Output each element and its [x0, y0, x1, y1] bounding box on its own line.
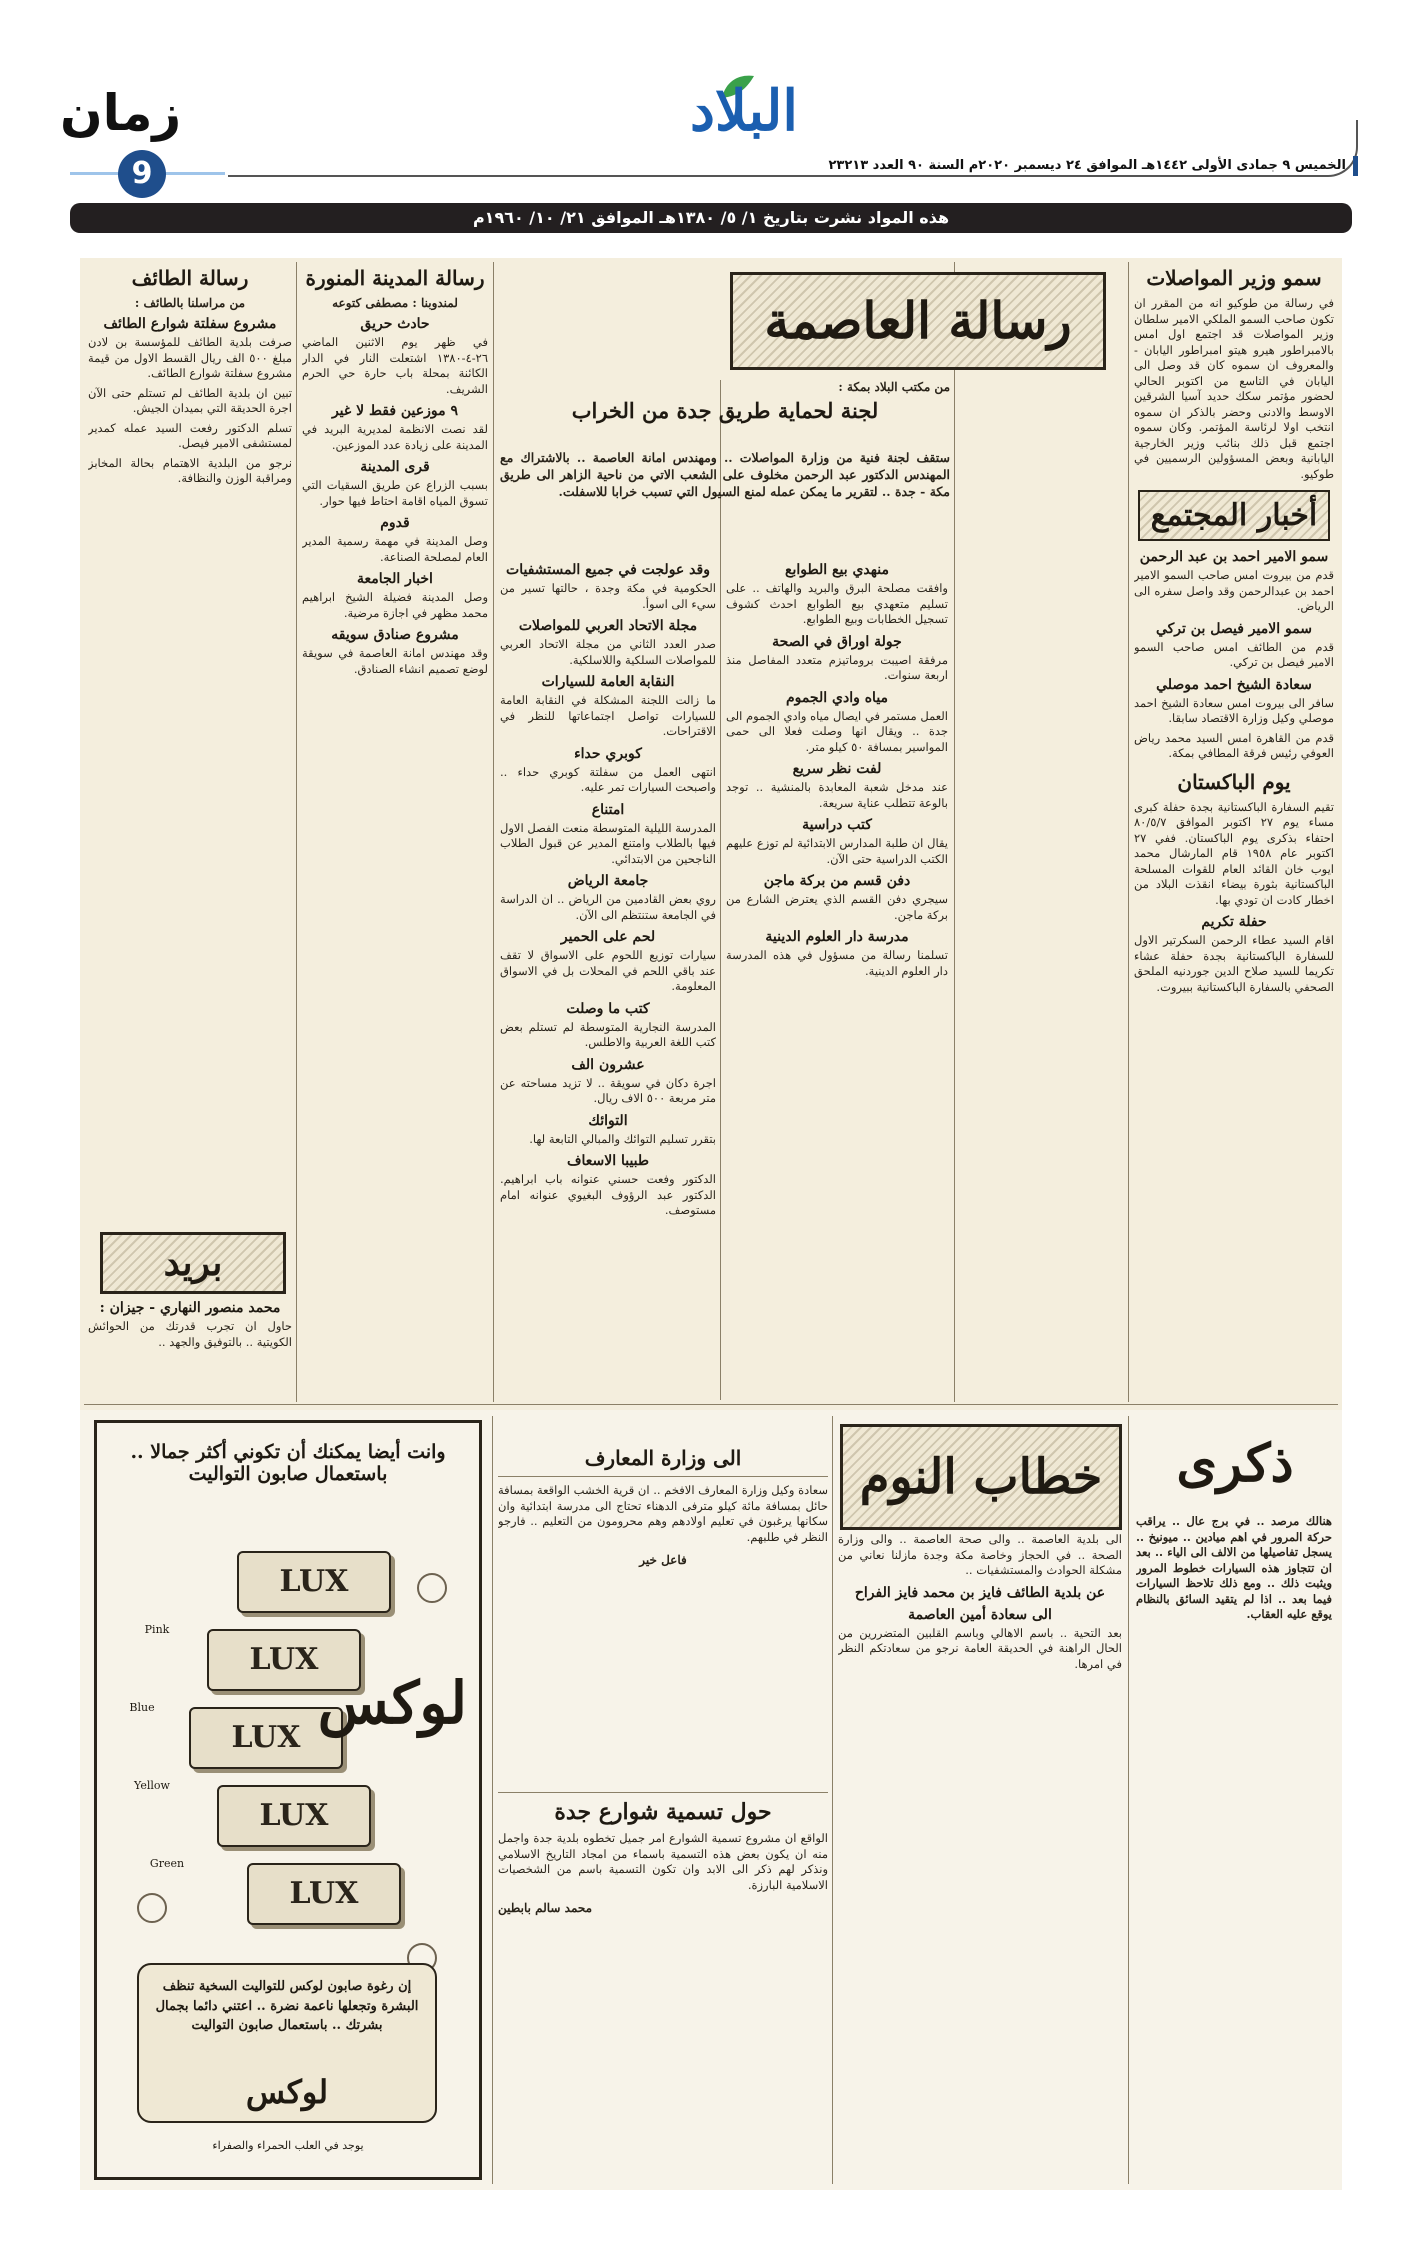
item-text: عند مدخل شعبة المعابدة بالمنشية .. توجد بالوعة تتطلب عناية سريعة. — [726, 780, 948, 810]
item-text: الدكتور وفعت حسني عنوانه باب ابراهيم. الدكتور عبد الرؤوف البغيوي عنوانه امام مستوصف. — [500, 1172, 716, 1218]
capital-letter-source: من مكتب البلاد بمكة : — [838, 380, 950, 394]
society-name-3: سعادة الشيخ احمد موصلي — [1156, 676, 1312, 693]
column-divider — [296, 262, 297, 1402]
column-divider — [832, 1416, 833, 2184]
lux-soap-variant: Pink — [144, 1623, 170, 1636]
item-title: امتناع — [591, 801, 625, 818]
page-number: 9 — [118, 150, 166, 198]
item-title: مجلة الاتحاد العربي للمواصلات — [518, 618, 698, 635]
column-jeddah-streets — [498, 1792, 828, 2182]
lux-soap-bar: LUX — [189, 1707, 343, 1769]
society-text-1: قدم من بيروت امس صاحب السمو الامير احمد بن عبدالرحمن وقد واصل سفره الى الرياض. — [1134, 568, 1334, 614]
mail-column — [88, 1294, 292, 1398]
item-title: مياه وادي الجموم — [785, 689, 889, 706]
capital-letter-column-a — [726, 556, 948, 1398]
item-text: ما زالت اللجنة المشكلة في النقابة العامة للسيارات تواصل اجتماعاتها للنظر في الاقتراحات. — [500, 693, 716, 739]
item-title: مشروع سفلتة شوارع الطائف — [103, 316, 277, 332]
item-title: مشروع صنادق سويقه — [331, 627, 459, 644]
item-title: ٩ موزعين فقط لا غير — [331, 403, 459, 420]
column-right — [1134, 266, 1334, 1400]
flower-decoration-icon — [417, 1573, 447, 1603]
item-title: حادث حريق — [360, 316, 430, 332]
column-madina — [302, 266, 488, 1400]
pakistan-body: تقيم السفارة الباكستانية بجدة حفلة كبرى مساء يوم ٢٧ اكتوبر الموافق ٨٠/٥/٧ احتفاء بذكرى يوم الباكستان. ففي ٢٧ اكتوبر عام ١٩٥٨ قام المارشال محمد ايوب خان القائد العام للقوات المسلحة الباكستانية بثورة بيضاء انقذت البلاد من اخطار كادت ان تودي بها. — [1134, 799, 1334, 907]
item-title: اخبار الجامعة — [357, 571, 433, 588]
item-title: كوبري حداء — [574, 745, 642, 762]
capital-letter-lede — [500, 450, 950, 550]
item-text: وصل المدينة فضيلة الشيخ ابراهيم محمد مظهر في اجازة مرضية. — [302, 590, 488, 620]
society-name-1: سمو الامير احمد بن عبد الرحمن — [1139, 549, 1329, 566]
streets-headline: حول تسمية شوارع جدة — [498, 1792, 828, 1825]
item-text: لقد نصت الانظمة لمديرية البريد في المدينة على زيادة عدد الموزعين. — [302, 422, 488, 452]
item-text: المدرسة النجارية المتوسطة لم تستلم بعض كتب اللغة العربية والاطلس. — [500, 1019, 716, 1050]
column-divider — [1128, 1416, 1129, 2184]
item-text: وافقت مصلحة البرق والبريد والهاتف .. على تسليم متعهدي بيع الطوابع احدث كشوف تسجيل الخطابات وبيع الطوابع. — [726, 581, 948, 627]
item-title: كتب ما وصلت — [566, 1000, 650, 1017]
issue-info: الخميس ٩ جمادى الأولى ١٤٤٢هـ الموافق ٢٤ ديسمبر ٢٠٢٠م السنة ٩٠ العدد ٢٣٢١٣ — [828, 158, 1346, 173]
education-headline: الى وزارة المعارف — [498, 1446, 828, 1477]
column-taif — [88, 266, 292, 1226]
item-title: قرى المدينة — [360, 459, 430, 476]
column-divider — [954, 262, 955, 1402]
column-memory — [1136, 1514, 1332, 2182]
society-banner: أخبار المجتمع — [1138, 490, 1330, 541]
honor-headline: حفلة تكريم — [1201, 914, 1267, 931]
capital-letter-banner: رسالة العاصمة — [730, 272, 1106, 370]
lux-soap-advertisement — [94, 1420, 482, 2180]
mail-recipient: محمد منصور النهاري - جيزان : — [99, 1300, 281, 1316]
capital-letter-column-b — [500, 556, 716, 1398]
capital-letter-header — [500, 380, 950, 426]
society-name-2: سمو الامير فيصل بن تركي — [1155, 620, 1313, 637]
item-text: بسبب الزراع عن طريق السقيات التي تسوق المياه اقامة احتاط فيها حوار. — [302, 478, 488, 508]
memory-headline: ذكرى — [1176, 1433, 1294, 1494]
sleep-sub-body: بعد التحية .. باسم الاهالي وباسم القلبين المتضررين من الحال الراهنة في الحديقة العامة نرجو من سعادتكم النظر في امرها. — [838, 1625, 1122, 1671]
madina-byline: لمندوبنا : مصطفى كتوعه — [332, 296, 458, 310]
column-divider — [493, 262, 494, 1402]
item-title: جامعة الرياض — [567, 873, 649, 890]
flower-decoration-icon — [137, 1893, 167, 1923]
column-divider — [492, 1416, 493, 2184]
item-title: لفت نظر سريع — [792, 761, 882, 778]
item-text: روي بعض القادمين من الرياض .. ان الدراسة في الجامعة ستنتظم الى الآن. — [500, 892, 716, 922]
lux-tagline: إن رغوة صابون لوكس للتواليت السخية تنظف البشرة وتجعلها ناعمة نضرة .. اعتني دائما بجمال بشرتك .. باستعمال صابون التواليت — [155, 1979, 419, 2033]
item-text: يقال ان طلبة المدارس الابتدائية لم توزع عليهم الكتب الدراسية حتى الآن. — [726, 836, 948, 866]
sleep-speech-body: الى بلدية العاصمة .. والى صحة العاصمة .. والى وزارة الصحة .. في الحجاز وخاصة مكة وجدة مازلنا نعاني من مشكلة الحوادث والمستشفيات .. — [838, 1532, 1122, 1578]
issue-info-marker — [1353, 156, 1358, 176]
item-title: منهدي بيع الطوابع — [785, 562, 889, 578]
newspaper-logo: البلاد — [690, 78, 798, 144]
column-divider — [1128, 262, 1129, 1402]
item-title: لحم على الحمير — [560, 929, 656, 946]
item-text: بتقرر تسليم التوائك والمبالي التابعة لها. — [529, 1131, 716, 1146]
society-text-3: سافر الى بيروت امس سعادة الشيخ احمد موصلي وكيل وزارة الاقتصاد سابقا. — [1134, 695, 1334, 726]
honor-body: اقام السيد عطاء الرحمن السكرتير الاول للسفارة الباكستانية بجدة حفلة عشاء تكريما للسيد صلاح الدين جوردنيه الملحق الصحفي بالسفارة الباكستانية ببيروت. — [1134, 933, 1334, 994]
mail-text: حاول ان تجرب قدرتك من الحوائش الكويتية .. بالتوفيق والجهد .. — [88, 1319, 292, 1349]
publication-date-bar: هذه المواد نشرت بتاريخ ١/ ٥/ ١٣٨٠هـ الموافق ٢١/ ١٠/ ١٩٦٠م — [70, 203, 1352, 233]
item-text: في ظهر يوم الاثنين الماضي ٢٦-٤-١٣٨٠ اشتعلت النار في الدار الكائنة بمحلة باب حارة حي الحرم الشريف. — [302, 335, 488, 396]
society-text-2: قدم من الطائف امس صاحب السمو الامير فيصل بن تركي. — [1134, 639, 1334, 670]
item-text: تبين ان بلدية الطائف لم تستلم حتى الآن اجرة الحديقة التي بميدان الجيش. — [88, 385, 292, 416]
lux-arabic-brand-small: لوكس — [245, 2073, 329, 2111]
item-text: تسلم الدكتور رفعت السيد عمله كمدير لمستشفى الامير فيصل. — [88, 420, 292, 451]
sleep-sub-title: عن بلدية الطائف فايز بن محمد فايز الفراح — [854, 1584, 1106, 1601]
education-body: سعادة وكيل وزارة المعارف الافخم .. ان قرية الخشب الواقعة بمسافة حائل بمسافة مائة كيلو مترفى الدهناء تحتاج الى مدرسة ابتدائية وان سكانها يرغبون في تعليم اولادهم وهم محرومون من التعليم .. فارجو النظر في طلبهم. — [498, 1483, 828, 1544]
capital-letter-headline: لجنة لحماية طريق جدة من الخراب — [571, 398, 879, 423]
education-signature: فاعل خير — [639, 1553, 687, 1568]
item-title: التوائك — [588, 1112, 628, 1129]
society-text-4: قدم من القاهرة امس السيد محمد رياض العوفي رئيس فرقة المطافي بمكة. — [1134, 730, 1334, 761]
item-title: جولة اوراق في الصحة — [772, 633, 902, 650]
item-title: عشرون الف — [571, 1056, 645, 1073]
item-text: سيارات توزيع اللحوم على الاسواق لا تقف عند باقي اللحم في المحلات بل في الاسواق المعلومة. — [500, 948, 716, 994]
item-title: قدوم — [380, 515, 410, 532]
item-title: وقد عولجت في جميع المستشفيات — [506, 562, 710, 578]
streets-signature: محمد سالم بابطين — [498, 1901, 593, 1916]
item-text: الحكومية في مكة وجدة ، حالتها تسير من سيء الى اسوأ. — [500, 581, 716, 611]
lux-soap-bar: LUX — [247, 1863, 401, 1925]
column-sleep-speech — [838, 1532, 1122, 2182]
lux-headline: وانت أيضا يمكنك أن تكوني أكثر جمالا .. باستعمال صابون التواليت — [130, 1441, 446, 1485]
taif-byline: من مراسلنا بالطائف : — [134, 296, 246, 310]
memory-body: هنالك مرصد .. في برج عال .. يراقب حركة المرور في اهم ميادين .. ميونيخ .. يسجل تفاصيلها من الالف الى الياء .. بعد ان تتجاوز هذه السيارات خطوط المرور ويثبت ذلك .. ومع ذلك تلاحظ السيارات فيما بعد .. اذا لم يتقيد السائق بالنظام يوقع عليه العقاب. — [1136, 1514, 1332, 1622]
item-text: سيجري دفن القسم الذي يعترض الشارع من بركة ماجن. — [726, 892, 948, 922]
lux-arabic-brand: لوكس — [317, 1669, 467, 1737]
section-logo: زمان — [60, 84, 182, 142]
sleep-sub-title-2: الى سعادة أمين العاصمة — [908, 1606, 1052, 1623]
item-text: صرفت بلدية الطائف للمؤسسة بن لادن مبلغ ٥٠٠ الف ريال القسط الاول من قيمة مشروع سفلتة شوارع الطائف. — [88, 335, 292, 381]
item-title: طبيبا الاسعاف — [566, 1153, 650, 1170]
item-text: المدرسة الليلية المتوسطة منعت الفصل الاول فيها بالطلاب وامتنع المدير عن قبول الطلاب الناجحين من الابتدائي. — [500, 820, 716, 866]
item-text: تسلمنا رسالة من مسؤول في هذه المدرسة دار العلوم الدينية. — [726, 948, 948, 978]
item-title: دفن قسم من بركة ماجن — [763, 873, 911, 890]
item-text: انتهى العمل من سفلتة كوبري حداء .. واصبحت السيارات تمر عليه. — [500, 764, 716, 795]
lux-footer: يوجد في العلب الحمراء والصفراء — [212, 2139, 364, 2152]
lux-soap-variant: Green — [149, 1857, 185, 1870]
streets-body: الواقع ان مشروع تسمية الشوارع امر جميل تخطوه بلدية جدة واجمل منه ان يكون بعض هذه التسمية باسماء من امجاد التاريخ الاسلامي ونذكر لهم ذكر الى الابد وان تكون التسمية باسم من الشخصيات الاسلامية البارزة. — [498, 1831, 828, 1892]
taif-headline: رسالة الطائف — [131, 266, 249, 290]
item-title: النقابة العامة للسيارات — [541, 674, 675, 691]
item-text: العمل مستمر في ايصال مياه وادي الجموم الى جدة .. ويقال انها وصلت فعلا الى حمى المواسير بمسافة ٥٠ كيلو متر. — [726, 708, 948, 754]
item-text: صدر العدد الثاني من مجلة الاتحاد العربي للمواصلات السلكية واللاسلكية. — [500, 637, 716, 667]
lux-soap-bar: LUX — [217, 1785, 371, 1847]
lux-tagline-box — [137, 1963, 437, 2123]
item-title: مدرسة دار العلوم الدينية — [765, 929, 909, 946]
lux-soap-variant: Yellow — [134, 1779, 170, 1792]
lede-text: ستقف لجنة فنية من وزارة المواصلات .. ومهندس امانة العاصمة .. بالاشتراك مع المهندس الدكتور عبد الرحمن مخلوف على الشعب الاتي من ناحية الزاهر الى طريق مكة - جدة .. لتقرير ما يمكن عمله لمنع السيول التي تسبب خرابا للاسفلت. — [500, 450, 950, 499]
lux-soap-bar: LUX — [237, 1551, 391, 1613]
lux-soap-bar: LUX — [207, 1629, 361, 1691]
minister-body: في رسالة من طوكيو انه من المقرر ان تكون صاحب السمو الملكي الامير سلطان وزير المواصلات قد اجتمع اول امس بالامبراطور هيرو هيتو امبراطور اليابان - والمعروف ان سموه كان قد وصل الى اليابان في التاسع من اكتوبر الحالي لحضور مؤتمر سكك حديد آسيا الشرقين الاوسط والادنى وحضر بالذكر ان سموه انتخب اولا لرئاسة المؤتمر. وكان سموه اجتمع قبل ذلك بنائب وزير الخارجية اليابانية وبعض المسؤولين الرسميين في طوكيو. — [1134, 296, 1334, 481]
madina-headline: رسالة المدينة المنورة — [305, 266, 485, 290]
item-text: مرفقة اصيبت بروماتيزم متعدد المفاصل منذ اربعة سنوات. — [726, 652, 948, 683]
item-text: وصل المدينة في مهمة رسمية المدير العام لمصلحة الصناعة. — [302, 534, 488, 564]
item-title: كتب دراسية — [802, 817, 872, 834]
lux-soap-variant: Blue — [129, 1701, 155, 1714]
mail-banner: بريد — [100, 1232, 286, 1294]
fold-divider — [84, 1404, 1338, 1405]
minister-headline: سمو وزير المواصلات — [1146, 266, 1322, 290]
item-text: وقد مهندس امانة العاصمة في سويقة لوضع تصميم انشاء الصنادق. — [302, 646, 488, 676]
pakistan-headline: يوم الباكستان — [1177, 769, 1291, 794]
item-text: نرجو من البلدية الاهتمام بحالة المخابز ومراقبة الوزن والنظافة. — [88, 455, 292, 486]
column-education-ministry — [498, 1420, 828, 1780]
item-text: اجرة دكان في سويقة .. لا تزيد مساحته عن متر مربعة ٥٠٠ الاف ريال. — [500, 1075, 716, 1106]
sleep-speech-banner: خطاب النوم — [840, 1424, 1122, 1530]
